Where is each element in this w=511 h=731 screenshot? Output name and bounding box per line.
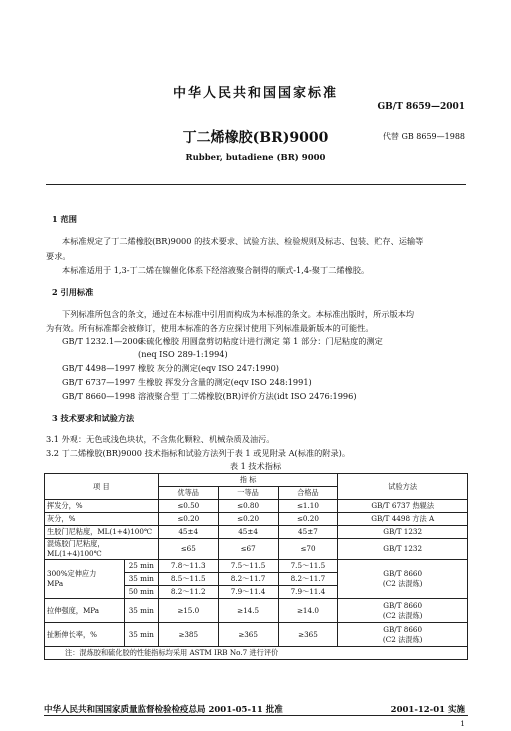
- cell-value: 7.9～11.4: [218, 586, 278, 599]
- table-row: [45, 560, 468, 573]
- table-header-row: [45, 474, 468, 487]
- org-title: 中华人民共和国国家标准: [172, 86, 338, 101]
- method-line: GB/T 8660: [383, 624, 423, 634]
- cell-value: ≤0.20: [158, 513, 218, 526]
- cell-value: ≤65: [158, 539, 218, 560]
- method-line: GB/T 8660: [383, 600, 423, 610]
- section-1-para-1: 本标准规定了丁二烯橡胶(BR)9000 的技术要求、试验方法、检验规则及标志、包装、贮存、运输等: [62, 236, 424, 246]
- method-line: GB/T 8660: [383, 569, 423, 578]
- ref-text: 未硫化橡胶 用圆盘剪切粘度计进行测定 第 1 部分：门尼粘度的测定: [138, 336, 383, 346]
- section-1-para-2: 本标准适用于 1,3-丁二烯在镍催化体系下经溶液聚合制得的顺式-1,4-聚丁二烯橡胶。: [62, 265, 370, 275]
- cell-value: ≤70: [278, 539, 338, 560]
- row-item: 灰分，%: [45, 513, 159, 526]
- table-row: [45, 513, 468, 526]
- row-item: 扯断伸长率，%: [45, 623, 125, 647]
- table-note: 注：混炼胶和硫化胶的性能指标均采用 ASTM IRB No.7 进行评价: [45, 647, 468, 660]
- cell-value: ≥14.5: [218, 599, 278, 623]
- std-number: GB/T 8659—2001: [377, 102, 465, 112]
- ref-text: 溶液聚合型 丁二烯橡胶(BR)评价方法(idt ISO 2476:1996): [138, 391, 357, 401]
- cell-value: ≤67: [218, 539, 278, 560]
- ref-code: GB/T 1232.1—2000: [62, 336, 144, 346]
- table-note-row: [45, 647, 468, 660]
- cure-time: 35 min: [124, 573, 158, 586]
- row-item-stress: [45, 560, 125, 599]
- section-2-para-1b: 为有效。所有标准都会被修订，使用本标准的各方应探讨使用下列标准最新版本的可能性。: [46, 323, 374, 333]
- cell-value: 7.5～11.5: [278, 560, 338, 573]
- table-caption: 表 1 技术指标: [229, 461, 282, 471]
- cell-method: [338, 599, 468, 623]
- table-row: [45, 599, 468, 623]
- header-method: 试验方法: [338, 474, 468, 500]
- header-rule: [46, 184, 466, 185]
- section-3-title: 3 技术要求和试验方法: [52, 413, 135, 423]
- method-line: (C2 法混炼): [382, 579, 423, 588]
- grade-first: 一等品: [218, 487, 278, 500]
- section-1-para-1b: 要求。: [46, 251, 71, 261]
- cell-value: 7.5～11.5: [218, 560, 278, 573]
- section-1-title: 1 范围: [52, 214, 77, 224]
- ref-text: 生橡胶 挥发分含量的测定(eqv ISO 248:1991): [138, 377, 312, 387]
- method-line: (C2 法混炼): [382, 610, 423, 620]
- cell-value: 7.9～11.4: [278, 586, 338, 599]
- section-3-1: 3.1 外观：无色或浅色块状，不含焦化颗粒、机械杂质及油污。: [46, 434, 275, 444]
- cell-method: GB/T 1232: [338, 526, 468, 539]
- cell-value: 8.2～11.7: [278, 573, 338, 586]
- cure-time: 35 min: [124, 623, 158, 647]
- stress-unit: MPa: [47, 579, 64, 588]
- cell-value: 45±4: [218, 526, 278, 539]
- doc-title: 丁二烯橡胶(BR)9000: [182, 130, 329, 146]
- ref-text: 橡胶 灰分的测定(eqv ISO 247:1990): [138, 363, 279, 373]
- cell-value: ≥365: [218, 623, 278, 647]
- ref-code: GB/T 4498—1997: [62, 363, 136, 373]
- page-number: 1: [460, 719, 465, 728]
- table-row: [45, 500, 468, 513]
- cell-value: ≥385: [158, 623, 218, 647]
- row-item: 生胶门尼粘度，ML(1+4)100℃: [45, 526, 159, 539]
- cell-value: ≥14.0: [278, 599, 338, 623]
- replaces-note: 代替 GB 8659—1988: [382, 132, 465, 141]
- cell-method: [338, 623, 468, 647]
- table-row: [45, 623, 468, 647]
- footer-rule: [44, 715, 468, 716]
- table-row: [45, 539, 468, 560]
- cell-method: GB/T 1232: [338, 539, 468, 560]
- section-3-2: 3.2 丁二烯橡胶(BR)9000 技术指标和试验方法列于表 1 或见附录 A(标准的附录)。: [46, 448, 351, 458]
- cell-value: ≤0.80: [218, 500, 278, 513]
- cell-value: 8.5～11.5: [158, 573, 218, 586]
- issuer-line: 中华人民共和国国家质量监督检验检疫总局 2001-05-11 批准: [44, 705, 283, 715]
- cell-value: 45±7: [278, 526, 338, 539]
- cure-time: 25 min: [124, 560, 158, 573]
- table-row: [45, 526, 468, 539]
- cell-method: GB/T 6737 热辊法: [338, 500, 468, 513]
- cell-value: ≥365: [278, 623, 338, 647]
- cell-value: 8.2～11.2: [158, 586, 218, 599]
- cure-time: 50 min: [124, 586, 158, 599]
- cell-value: 7.8～11.3: [158, 560, 218, 573]
- header-index: 指 标: [158, 474, 338, 487]
- cell-method: [338, 560, 468, 599]
- header-item: 项 目: [45, 474, 159, 500]
- grade-qualified: 合格品: [278, 487, 338, 500]
- grade-superior: 优等品: [158, 487, 218, 500]
- stress-label: 300%定伸应力: [47, 569, 97, 578]
- cell-value: ≥15.0: [158, 599, 218, 623]
- ref-text: (neq ISO 289-1:1994): [138, 349, 228, 359]
- row-item: 拉伸强度，MPa: [45, 599, 125, 623]
- cell-value: ≤0.50: [158, 500, 218, 513]
- row-item: 混炼胶门尼粘度，ML(1+4)100℃: [45, 539, 159, 560]
- english-title: Rubber, butadiene (BR) 9000: [185, 153, 326, 163]
- cell-value: 8.2～11.7: [218, 573, 278, 586]
- ref-code: GB/T 8660—1998: [62, 391, 136, 401]
- spec-table: [44, 473, 468, 660]
- row-item: 挥发分，%: [45, 500, 159, 513]
- ref-code: GB/T 6737—1997: [62, 377, 136, 387]
- cell-method: GB/T 4498 方法 A: [338, 513, 468, 526]
- section-2-title: 2 引用标准: [52, 287, 94, 297]
- cure-time: 35 min: [124, 599, 158, 623]
- method-line: (C2 法混炼): [382, 634, 423, 644]
- cell-value: ≤0.20: [278, 513, 338, 526]
- implementation-date: 2001-12-01 实施: [390, 705, 465, 715]
- cell-value: ≤0.20: [218, 513, 278, 526]
- cell-value: 45±4: [158, 526, 218, 539]
- section-2-para-1: 下列标准所包含的条文，通过在本标准中引用而构成为本标准的条文。本标准出版时，所示版本均: [62, 309, 415, 319]
- cell-value: ≤1.10: [278, 500, 338, 513]
